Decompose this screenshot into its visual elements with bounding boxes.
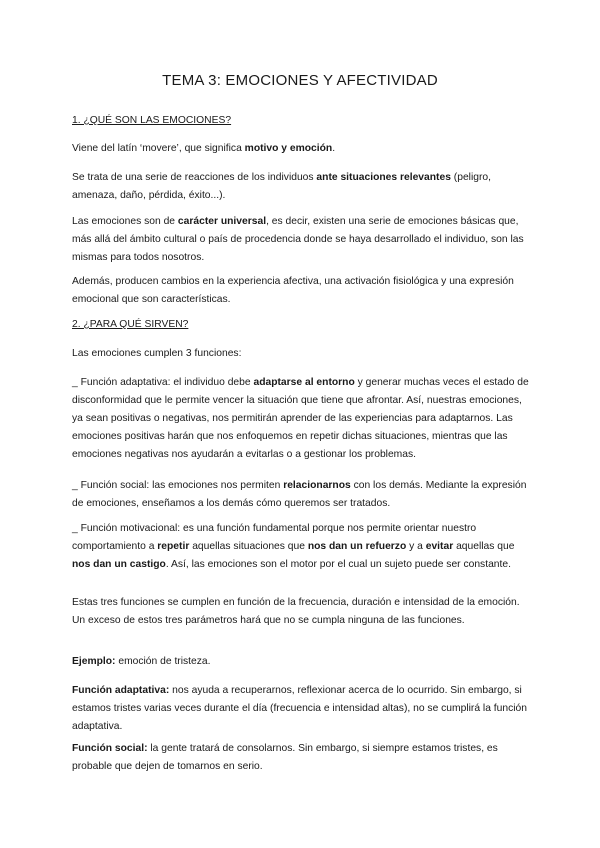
paragraph-universal: Las emociones son de carácter universal, es decir, existen una serie de emociones básicas que, más allá del ámbito cultural o país de procedencia donde se haya desarrollado el individuo, son las mismas para todos nosotros. [72, 216, 524, 263]
paragraph-example: Ejemplo: emoción de tristeza. [72, 656, 211, 667]
paragraph-adaptive-function: _ Función adaptativa: el individuo debe adaptarse al entorno y generar muchas veces el estado de disconformidad que le permite vencer la situación que tiene que afrontar. Así, nuestras emociones, ya sean positivas o negativas, nos permitirán aprender de las experiencias para adaptarnos. Las emociones positivas harán que nos enfoquemos en repetir dichas situaciones, mientras que las emociones negativas nos ayudarán a evitarlas o a gestionar los problemas. [72, 377, 529, 460]
paragraph-example-social: Función social: la gente tratará de consolarnos. Sin embargo, si siempre estamos tristes, es probable que dejen de tomarnos en serio. [72, 743, 498, 772]
paragraph-summary: Estas tres funciones se cumplen en función de la frecuencia, duración e intensidad de la emoción. Un exceso de estos tres parámetros hará que no se cumpla ninguna de las funciones. [72, 597, 520, 626]
paragraph-definition: Se trata de una serie de reacciones de los individuos ante situaciones relevantes (peligro, amenaza, daño, pérdida, éxito...). [72, 172, 491, 201]
paragraph-social-function: _ Función social: las emociones nos permiten relacionarnos con los demás. Mediante la expresión de emociones, enseñamos a los demás cómo queremos ser tratados. [72, 480, 527, 509]
paragraph-example-adaptive: Función adaptativa: nos ayuda a recuperarnos, reflexionar acerca de lo ocurrido. Sin embargo, si estamos tristes varias veces durante el día (frecuencia e intensidad altas), no se cumplirá la función adaptativa. [72, 685, 528, 732]
section-heading-functions: 2. ¿PARA QUÉ SIRVEN? [72, 319, 189, 330]
page-title: TEMA 3: EMOCIONES Y AFECTIVIDAD [162, 72, 438, 89]
paragraph-functions-intro: Las emociones cumplen 3 funciones: [72, 348, 242, 359]
paragraph-etymology: Viene del latín ‘movere’, que significa motivo y emoción. [72, 143, 336, 154]
section-heading-emotions: 1. ¿QUÉ SON LAS EMOCIONES? [72, 115, 232, 126]
paragraph-changes: Además, producen cambios en la experiencia afectiva, una activación fisiológica y una expresión emocional que son características. [72, 276, 514, 305]
paragraph-motivational-function: _ Función motivacional: es una función fundamental porque nos permite orientar nuestro comportamiento a repetir aquellas situaciones que nos dan un refuerzo y a evitar aquellas que nos dan un castigo. Así, las emociones son el motor por el cual un sujeto puede ser constante. [72, 523, 515, 570]
